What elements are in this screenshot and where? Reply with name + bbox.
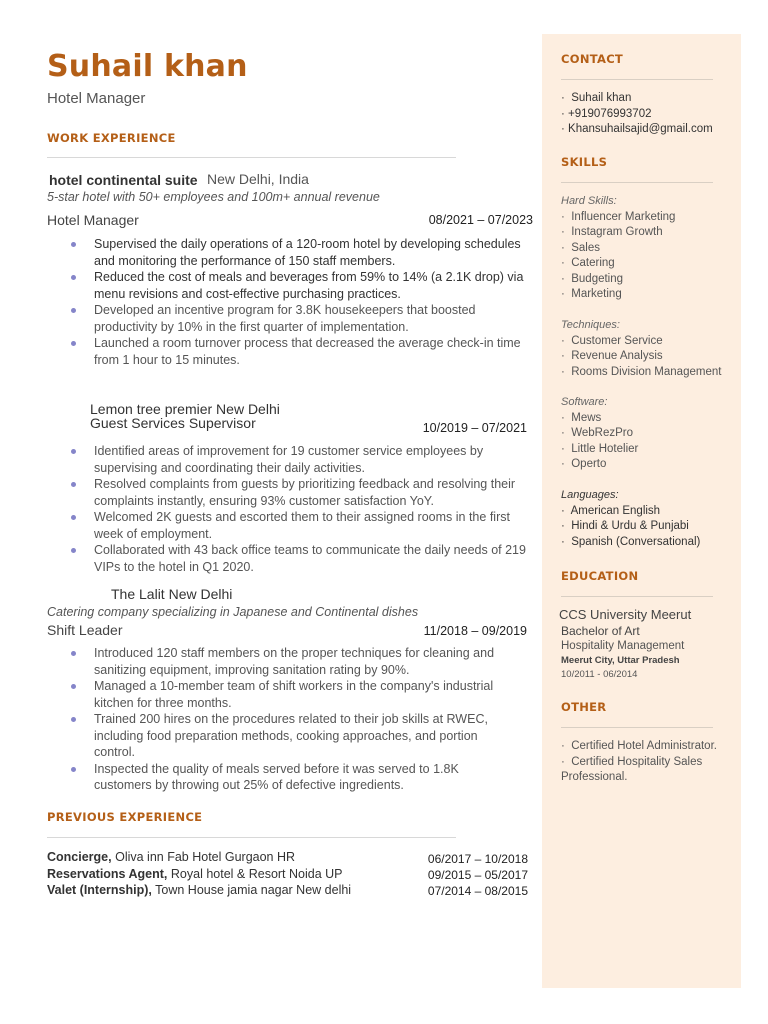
- techniques-label: Techniques:: [561, 319, 620, 331]
- bullet-dot-icon: [71, 767, 76, 772]
- job1-bullet-1: Supervised the daily operations of a 120-room hotel by developing schedules and monitoring the performance of 150 staff members.: [47, 236, 539, 269]
- contact-list: [561, 91, 713, 138]
- job3-tagline: Catering company specializing in Japanese and Continental dishes: [47, 605, 419, 619]
- prev-row-3-dates: 07/2014 – 08/2015: [427, 884, 528, 898]
- education-field: Hospitality Management: [561, 640, 685, 652]
- other-item: · Certified Hospitality Sales Professional.: [561, 755, 703, 783]
- job2-position: Guest Services Supervisor: [90, 415, 256, 431]
- job2-bullets: [47, 443, 533, 575]
- skill-item: · Budgeting: [561, 272, 624, 285]
- job2-bullet-4: Collaborated with 43 back office teams to communicate the daily needs of 219 VIPs to the hotel in Q1 2020.: [47, 542, 533, 575]
- job1-bullet-3: Developed an incentive program for 3.8K housekeepers that boosted productivity by 10% in the first quarter of implementation.: [47, 302, 539, 335]
- prev-row-2: Reservations Agent, Royal hotel & Resort Noida UP: [47, 867, 343, 881]
- job1-tagline: 5-star hotel with 50+ employees and 100m+ annual revenue: [47, 190, 380, 204]
- skill-item: · Revenue Analysis: [561, 350, 663, 362]
- contact-item-phone: · +919076993702: [561, 107, 652, 120]
- candidate-name: Suhail khan: [47, 49, 248, 84]
- contact-heading: CONTACT: [561, 52, 624, 66]
- skill-item: · Catering: [561, 257, 615, 269]
- skill-item: · WebRezPro: [561, 427, 634, 439]
- skill-item: · Little Hotelier: [561, 442, 639, 455]
- bullet-dot-icon: [71, 449, 76, 454]
- job1-bullets: [47, 236, 539, 368]
- bullet-dot-icon: [71, 275, 76, 280]
- bullet-dot-icon: [71, 684, 76, 689]
- techniques-list: [561, 318, 721, 380]
- language-item: · Spanish (Conversational): [561, 535, 701, 548]
- bullet-dot-icon: [71, 717, 76, 722]
- previous-experience-heading: PREVIOUS EXPERIENCE: [47, 810, 203, 824]
- languages-list: [561, 488, 700, 550]
- language-item: · Hindi & Urdu & Punjabi: [561, 520, 689, 532]
- skill-item: · Sales: [561, 241, 601, 254]
- other-heading: OTHER: [561, 700, 607, 714]
- job3-bullet-1: Introduced 120 staff members on the proper techniques for cleaning and sanitizing equipment, improving sanitation rating by 90%.: [47, 645, 517, 678]
- prev-row-2-dates: 09/2015 – 05/2017: [427, 868, 528, 882]
- bullet-dot-icon: [71, 651, 76, 656]
- skills-heading: SKILLS: [561, 155, 608, 169]
- job3-bullet-2: Managed a 10-member team of shift workers in the company's industrial kitchen for three months.: [47, 678, 517, 711]
- job3-dates: 11/2018 – 09/2019: [423, 624, 527, 638]
- job2-bullet-1: Identified areas of improvement for 19 customer service employees by supervising and coordinating their daily activities.: [47, 443, 533, 476]
- skills-rule: [561, 182, 713, 183]
- bullet-dot-icon: [71, 341, 76, 346]
- skill-item: · Customer Service: [561, 334, 663, 347]
- job1-bullet-2: Reduced the cost of meals and beverages from 59% to 14% (a 2.1K drop) via menu revisions and cost-effective purchasing practices.: [47, 269, 539, 302]
- skill-item: · Operto: [561, 458, 607, 470]
- job1-position: Hotel Manager: [47, 212, 139, 228]
- job1-bullet-4: Launched a room turnover process that decreased the average check-in time from 1 hour to 15 minutes.: [47, 335, 539, 368]
- skill-item: · Influencer Marketing: [561, 210, 676, 223]
- education-degree: Bachelor of Art: [561, 624, 640, 638]
- other-rule: [561, 727, 713, 728]
- software-list: [561, 395, 638, 473]
- job1-location: New Delhi, India: [207, 171, 309, 187]
- previous-experience-rule: [47, 837, 456, 838]
- job3-bullet-4: Inspected the quality of meals served before it was served to 1.8K customers by throwing out 25% of defective ingredients.: [47, 761, 517, 794]
- job2-company: Lemon tree premier New Delhi: [90, 401, 280, 417]
- software-label: Software:: [561, 396, 608, 408]
- education-school: CCS University Meerut: [559, 607, 692, 622]
- bullet-dot-icon: [71, 548, 76, 553]
- other-item: · Certified Hotel Administrator.: [561, 740, 717, 752]
- work-experience-heading: WORK EXPERIENCE: [47, 131, 176, 145]
- job2-dates: 10/2019 – 07/2021: [422, 421, 527, 435]
- education-rule: [561, 596, 713, 597]
- bullet-dot-icon: [71, 242, 76, 247]
- bullet-dot-icon: [71, 308, 76, 313]
- other-list: [561, 739, 731, 786]
- hard-skills-label: Hard Skills:: [561, 195, 617, 207]
- education-dates: 10/2011 - 06/2014: [561, 669, 638, 680]
- prev-row-3: Valet (Internship), Town House jamia nagar New delhi: [47, 883, 352, 897]
- skill-item: · Rooms Division Management: [561, 365, 722, 378]
- job1-dates: 08/2021 – 07/2023: [428, 213, 533, 227]
- bullet-dot-icon: [71, 482, 76, 487]
- job3-bullets: [47, 645, 517, 794]
- contact-item-email: · Khansuhailsajid@gmail.com: [561, 123, 713, 135]
- hard-skills-list: [561, 194, 675, 303]
- job2-bullet-2: Resolved complaints from guests by prioritizing feedback and resolving their complaints instantly, ensuring 93% customer satisfaction YoY.: [47, 476, 533, 509]
- job2-bullet-3: Welcomed 2K guests and escorted them to their assigned rooms in the first week of employment.: [47, 509, 533, 542]
- education-heading: EDUCATION: [561, 569, 639, 583]
- work-experience-rule: [47, 157, 456, 158]
- skill-item: · Marketing: [561, 288, 622, 300]
- job3-company: The Lalit New Delhi: [111, 586, 233, 602]
- job1-company: hotel continental suite: [49, 172, 198, 188]
- language-item: · American English: [561, 504, 661, 517]
- education-location: Meerut City, Uttar Pradesh: [561, 655, 680, 666]
- bullet-dot-icon: [71, 515, 76, 520]
- prev-row-1-dates: 06/2017 – 10/2018: [427, 852, 528, 866]
- candidate-role: Hotel Manager: [47, 90, 146, 107]
- skill-item: · Instagram Growth: [561, 226, 663, 238]
- skill-item: · Mews: [561, 411, 602, 424]
- languages-label: Languages:: [561, 489, 619, 501]
- job3-position: Shift Leader: [47, 622, 123, 638]
- prev-row-1: Concierge, Oliva inn Fab Hotel Gurgaon HR: [47, 850, 296, 864]
- contact-rule: [561, 79, 713, 80]
- contact-item-name: · Suhail khan: [561, 92, 632, 104]
- job3-bullet-3: Trained 200 hires on the procedures related to their job skills at RWEC, including food preparation methods, cooking approaches, and portion control.: [47, 711, 517, 761]
